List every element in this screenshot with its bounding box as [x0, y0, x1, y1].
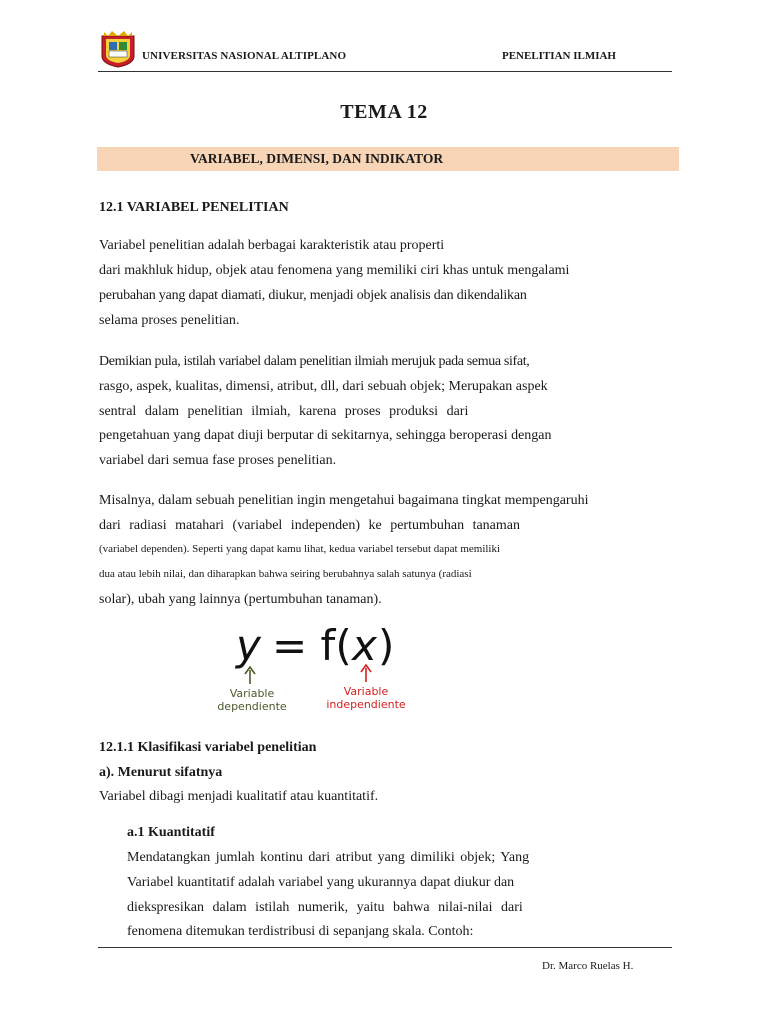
para3-line: solar), ubah yang lainnya (pertumbuhan tanaman).	[99, 592, 382, 607]
formula-y: y	[236, 621, 261, 670]
indep-label-1: Variable	[343, 685, 389, 698]
page-title: TEMA 12	[340, 101, 428, 123]
indep-label-2: independiente	[326, 698, 406, 711]
para3-line: dari radiasi matahari (variabel independen) ke pertumbuhan tanaman	[99, 518, 520, 533]
para3-line: (variabel dependen). Seperti yang dapat kamu lihat, kedua variabel tersebut dapat memiliki	[99, 543, 501, 555]
subsection-a-heading: a). Menurut sifatnya	[99, 765, 223, 780]
para1-line: Variabel penelitian adalah berbagai karakteristik atau properti	[99, 238, 445, 253]
subsection-a-text: Variabel dibagi menjadi kualitatif atau kuantitatif.	[99, 789, 379, 804]
a1-line: diekspresikan dalam istilah numerik, yaitu bahwa nilai-nilai dari	[127, 900, 523, 915]
para2-line: variabel dari semua fase proses penelitian.	[99, 453, 337, 468]
a1-line: Mendatangkan jumlah kontinu dari atribut yang dimiliki objek; Yang	[127, 850, 530, 865]
a1-line: Variabel kuantitatif adalah variabel yang ukurannya dapat diukur dan	[127, 875, 515, 890]
para2-line: rasgo, aspek, kualitas, dimensi, atribut, dll, dari sebuah objek; Merupakan aspek	[99, 379, 548, 394]
para2-line: sentral dalam penelitian ilmiah, karena proses produksi dari	[99, 404, 469, 419]
para3-line: Misalnya, dalam sebuah penelitian ingin mengetahui bagaimana tingkat mempengaruhi	[99, 493, 589, 508]
section-heading: 12.1 VARIABEL PENELITIAN	[99, 200, 289, 215]
footer-author: Dr. Marco Ruelas H.	[542, 960, 634, 972]
university-logo	[98, 30, 138, 68]
para3-line: dua atau lebih nilai, dan diharapkan bahwa seiring berubahnya salah satunya (radiasi	[99, 568, 472, 580]
header-rule	[98, 71, 672, 72]
para1-line: perubahan yang dapat diamati, diukur, menjadi objek analisis dan dikendalikan	[99, 288, 527, 303]
para1-line: dari makhluk hidup, objek atau fenomena yang memiliki ciri khas untuk mengalami	[99, 263, 570, 278]
header-course: PENELITIAN ILMIAH	[502, 50, 616, 62]
footer-rule	[98, 947, 672, 948]
subsection-heading: 12.1.1 Klasifikasi variabel penelitian	[99, 740, 317, 755]
dep-label-2: dependiente	[217, 700, 287, 713]
para2-line: pengetahuan yang dapat diuji berputar di sekitarnya, sehingga beroperasi dengan	[99, 428, 552, 443]
formula-close: )	[378, 621, 395, 670]
a1-line: fenomena ditemukan terdistribusi di sepanjang skala. Contoh:	[127, 924, 474, 939]
para1-line: selama proses penelitian.	[99, 313, 240, 328]
dep-label-1: Variable	[229, 687, 275, 700]
formula-figure	[200, 618, 460, 718]
header-university: UNIVERSITAS NASIONAL ALTIPLANO	[142, 50, 347, 62]
para2-line: Demikian pula, istilah variabel dalam penelitian ilmiah merujuk pada semua sifat,	[99, 354, 530, 369]
formula-x: x	[352, 621, 377, 670]
band-title: VARIABEL, DIMENSI, DAN INDIKATOR	[190, 151, 444, 166]
a1-heading: a.1 Kuantitatif	[127, 825, 215, 840]
formula-eq: = f(	[272, 621, 352, 670]
